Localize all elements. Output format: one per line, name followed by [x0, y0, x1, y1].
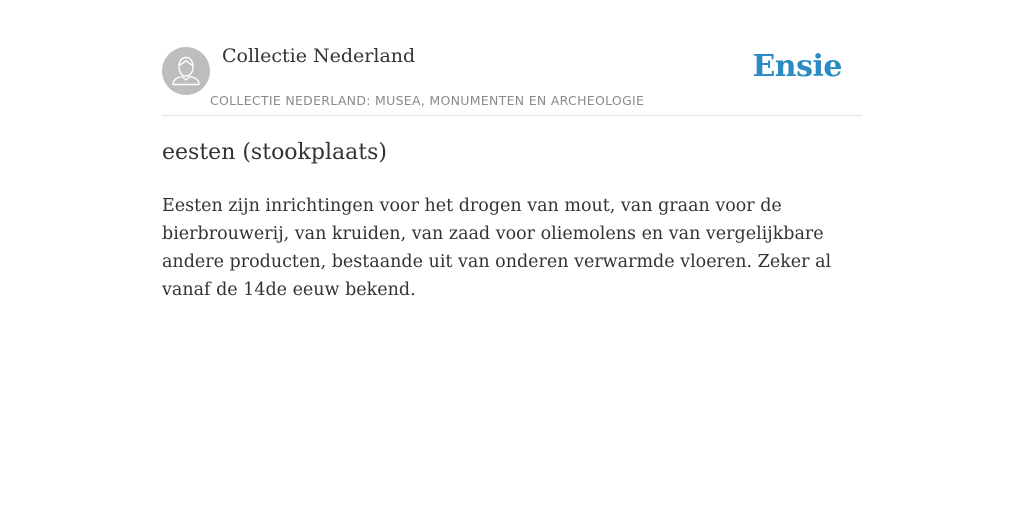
author-subtitle: COLLECTIE NEDERLAND: MUSEA, MONUMENTEN EN ARCHEOLOGIE — [210, 93, 645, 108]
entry-card — [162, 0, 862, 512]
entry-title: eesten (stookplaats) — [162, 140, 387, 165]
user-placeholder-icon — [162, 47, 210, 95]
author-avatar[interactable] — [162, 47, 210, 95]
entry-body: Eesten zijn inrichtingen voor het drogen van mout, van graan voor de bierbrouwerij, van kruiden, van zaad voor oliemolens en van vergelijkbare andere producten, bestaande uit van onderen verwarmde vloeren. Zeker al vanaf de 14de eeuw bekend. — [162, 196, 832, 300]
author-name[interactable]: Collectie Nederland — [222, 45, 416, 67]
entry-header — [162, 0, 862, 116]
ensie-logo[interactable]: Ensie — [752, 49, 842, 84]
